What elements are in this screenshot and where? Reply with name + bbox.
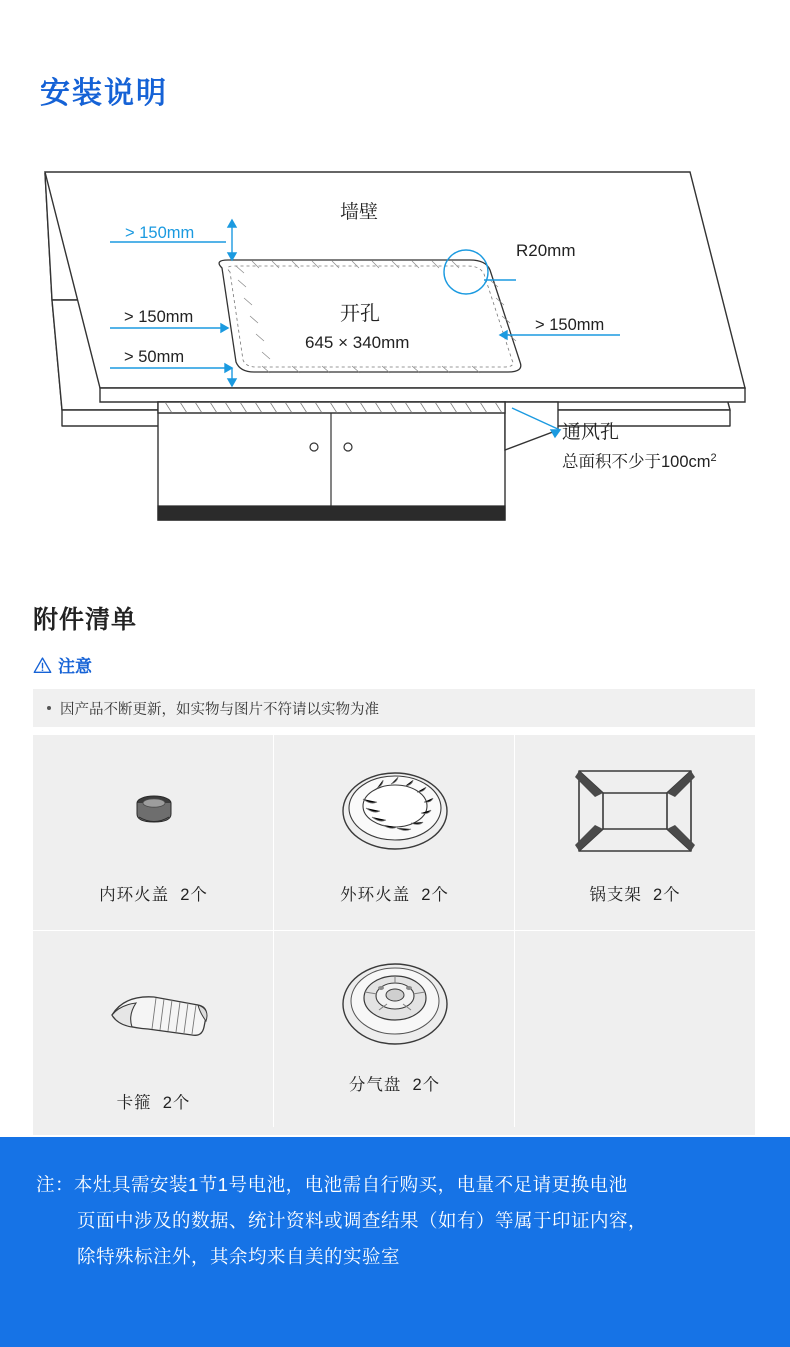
dim-right: > 150mm bbox=[535, 316, 605, 334]
warning-triangle-icon bbox=[33, 656, 52, 674]
accessory-item-gas-distributor bbox=[274, 931, 515, 1127]
accessory-item-hose-clamp bbox=[33, 931, 274, 1127]
pan-support-icon bbox=[515, 751, 755, 871]
dim-bottom: > 50mm bbox=[124, 348, 185, 366]
dim-left: > 150mm bbox=[124, 308, 194, 326]
label-cutout-title: 开孔 bbox=[340, 303, 380, 325]
accessory-item-inner-burner-cap bbox=[33, 735, 274, 931]
hose-clamp-icon bbox=[33, 959, 274, 1079]
notice-label: 注意 bbox=[58, 657, 92, 676]
installation-diagram bbox=[0, 130, 790, 550]
accessory-empty-cell bbox=[515, 931, 755, 1127]
accessory-label: 分气盘 2个 bbox=[348, 1076, 441, 1094]
gas-distributor-icon bbox=[274, 941, 515, 1061]
label-wall: 墙壁 bbox=[340, 202, 379, 223]
label-vent: 通风孔 bbox=[562, 422, 620, 443]
accessory-item-outer-burner-cap bbox=[274, 735, 515, 931]
footer-line-3: 除特殊标注外，其余均来自美的实验室 bbox=[77, 1246, 401, 1267]
accessory-label: 内环火盖 2个 bbox=[99, 886, 208, 904]
accessory-label: 锅支架 2个 bbox=[589, 886, 681, 904]
notice-heading bbox=[33, 652, 92, 677]
dim-top: > 150mm bbox=[125, 224, 195, 242]
inner-burner-cap-icon bbox=[33, 751, 274, 871]
outer-burner-cap-icon bbox=[274, 751, 515, 871]
notice-text: 因产品不断更新，如实物与图片不符请以实物为准 bbox=[60, 701, 379, 718]
accessory-label: 外环火盖 2个 bbox=[340, 886, 449, 904]
footer-line-2: 页面中涉及的数据、统计资料或调查结果（如有）等属于印证内容， bbox=[77, 1210, 648, 1231]
accessory-item-pan-support bbox=[515, 735, 755, 931]
accessory-label: 卡箍 2个 bbox=[116, 1094, 191, 1112]
page-title-installation: 安装说明 bbox=[40, 77, 168, 110]
label-cutout-size: 645 × 340mm bbox=[305, 333, 410, 352]
bullet-dot bbox=[47, 706, 51, 710]
footer-note bbox=[0, 1137, 790, 1347]
label-vent-note: 总面积不少于$100cm^2$ bbox=[562, 452, 717, 471]
notice-bar bbox=[33, 689, 755, 727]
section-title-accessories: 附件清单 bbox=[33, 606, 138, 634]
label-corner-radius: R20mm bbox=[516, 241, 576, 260]
footer-line-1: 注：本灶具需安装1节1号电池，电池需自行购买，电量不足请更换电池 bbox=[36, 1174, 628, 1195]
cabinet-cutout-illustration bbox=[0, 130, 790, 550]
accessory-grid bbox=[33, 735, 755, 1135]
